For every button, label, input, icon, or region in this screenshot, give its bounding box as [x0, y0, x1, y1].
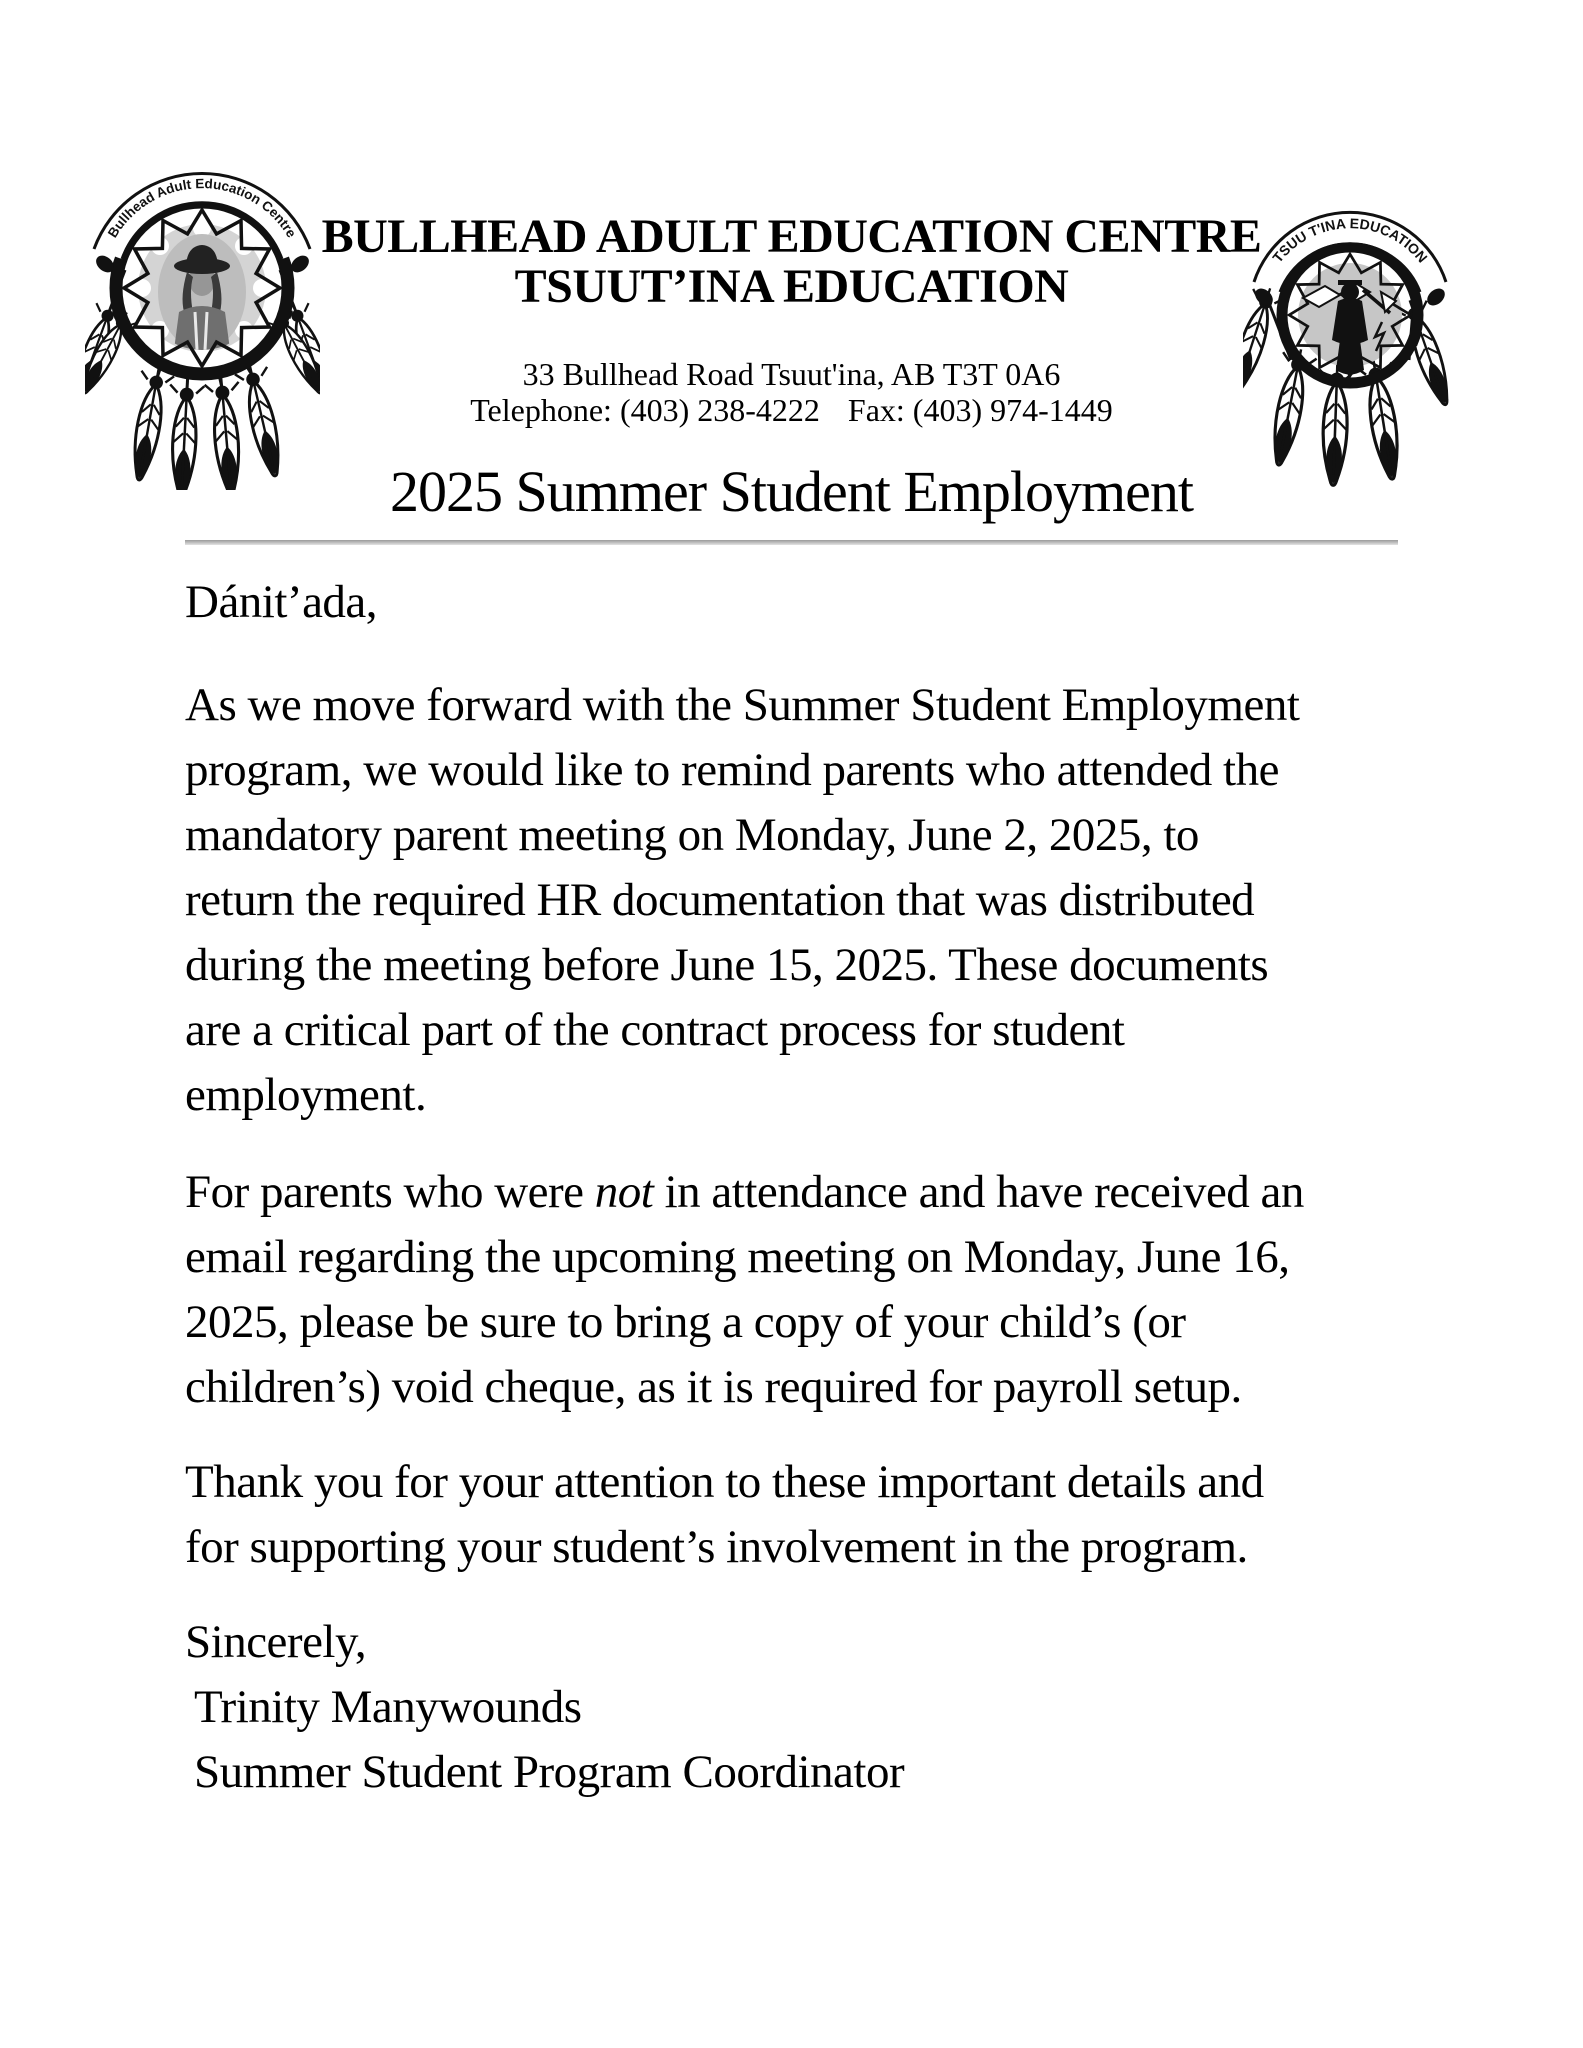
telephone-number: Telephone: (403) 238-4222 — [470, 392, 820, 428]
signature-title: Summer Student Program Coordinator — [194, 1746, 905, 1798]
address-line: 33 Bullhead Road Tsuut'ina, AB T3T 0A6 — [522, 356, 1061, 392]
letter-body — [185, 570, 1415, 1805]
letterhead — [0, 0, 1583, 522]
org-name-line2: TSUUT’INA EDUCATION — [514, 260, 1069, 313]
paragraph-2: For parents who were not in attendance and have received an email regarding the upcoming meeting on Monday, June 16, 2025, please be sure to bring a copy of your child’s (or children’s) void cheque, as it is required for payroll setup. — [185, 1166, 1304, 1413]
signature-block — [185, 1610, 1415, 1805]
fax-number: Fax: (403) 974-1449 — [847, 392, 1113, 428]
emphasized-word: not — [594, 1166, 654, 1218]
document-title: 2025 Summer Student Employment — [390, 459, 1193, 524]
header-divider — [185, 540, 1398, 545]
phone-fax-line — [0, 392, 1583, 428]
closing: Sincerely, — [185, 1616, 367, 1668]
paragraph-3: Thank you for your attention to these important details and for supporting your student’s involvement in the program. — [185, 1456, 1264, 1573]
org-name-line1: BULLHEAD ADULT EDUCATION CENTRE — [321, 210, 1262, 263]
right-logo-arc-label: TSUU T'INA EDUCATION — [1269, 215, 1431, 266]
signature-name: Trinity Manywounds — [194, 1681, 582, 1733]
paragraph-1: As we move forward with the Summer Student Employment program, we would like to remind parents who attended the mandatory parent meeting on Monday, June 2, 2025, to return the required HR documentation that was distributed during the meeting before June 15, 2025. These documents are a critical part of the contract process for student employment. — [185, 679, 1300, 1121]
greeting: Dánit’ada, — [185, 576, 378, 628]
left-logo-arc-label: Bullhead Adult Education Centre — [104, 176, 300, 241]
